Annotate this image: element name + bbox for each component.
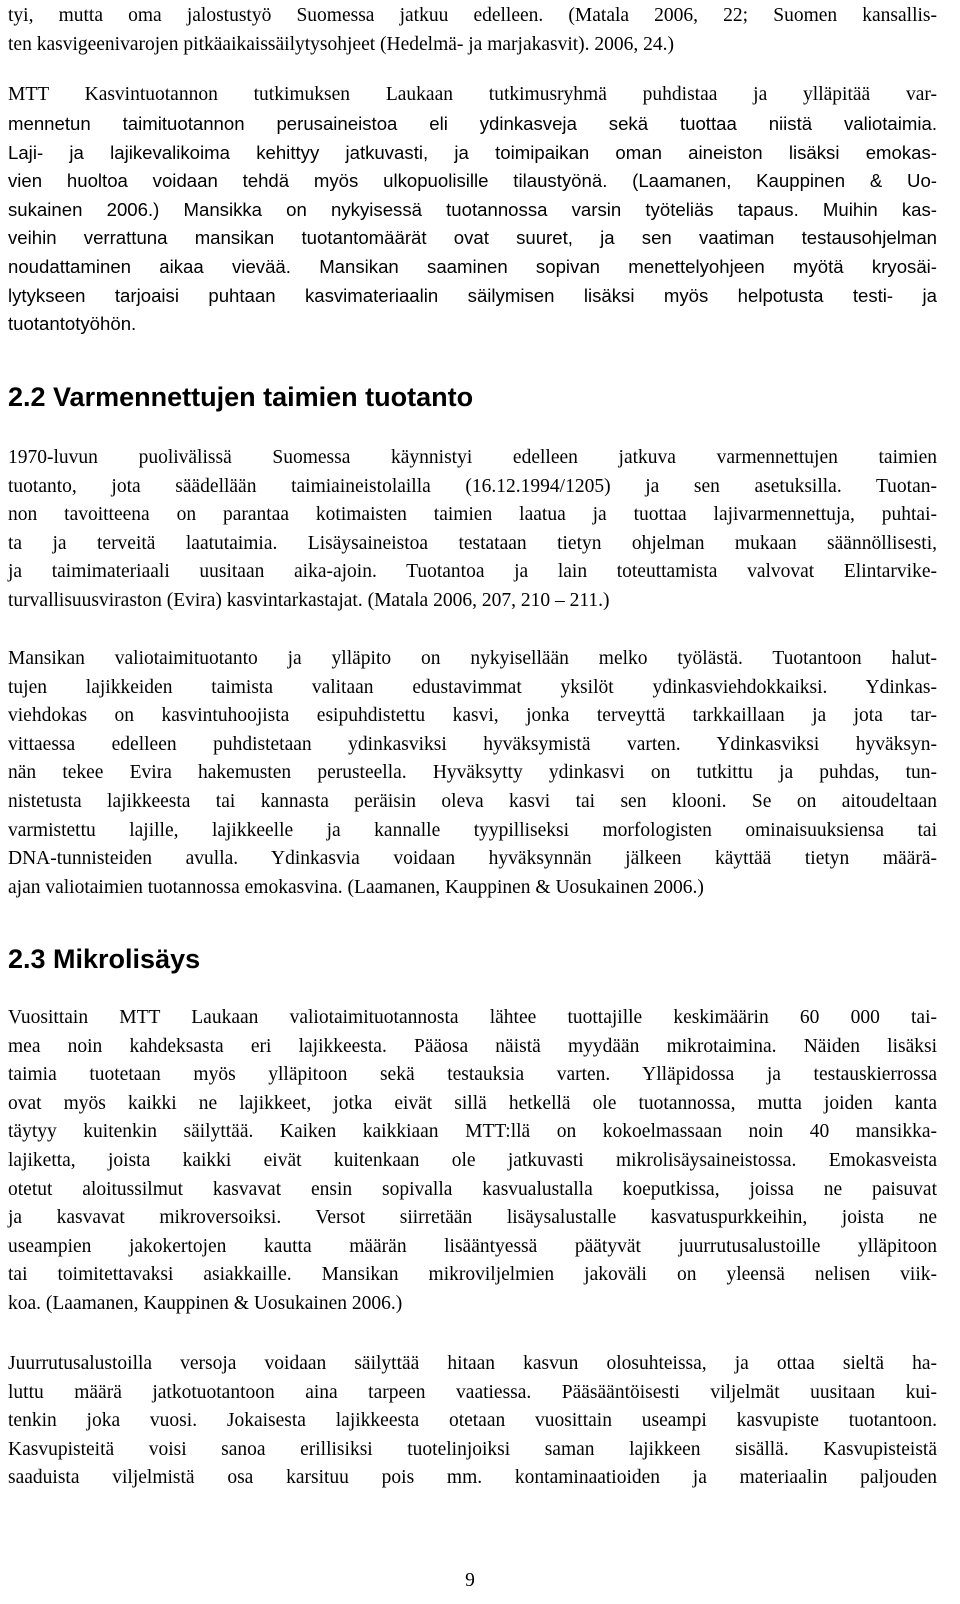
text-line: Vuosittain MTT Laukaan valiotaimituotannosta lähtee tuottajille keskimäärin 60 000 tai- [8,1007,937,1028]
text-line: ja kasvavat mikroversoiksi. Versot siirretään lisäysalustalle kasvatuspurkkeihin, joista ne [8,1207,937,1229]
text-line: noudattaminen aikaa vievää. Mansikan saaminen sopivan menettelyohjeen myötä kryosäi- [8,255,937,277]
text-line: tyi, mutta oma jalostustyö Suomessa jatkuu edelleen. (Matala 2006, 22; Suomen kansallis- [8,5,937,26]
text-line: ten kasvigeenivarojen pitkäaikaissäilytysohjeet (Hedelmä- ja marjakasvit). 2006, 24.) [8,33,675,55]
text-line: tuotanto, jota säädellään taimiaineistolailla (16.12.1994/1205) ja sen asetuksilla. Tuotan- [8,475,937,497]
paragraph-varmennettu-tuotanto [8,444,937,616]
page-number: 9 [465,1570,475,1591]
paragraph-mikrolisays [8,1004,937,1319]
text-line: ajan valiotaimien tuotannossa emokasvina. (Laamanen, Kauppinen & Uosukainen 2006.) [8,876,704,898]
text-line: viehdokas on kasvintuhoojista esipuhdistettu kasvi, jonka terveyttä tarkkaillaan ja jota tar- [8,705,937,727]
text-line: otetut aloitussilmut kasvavat ensin sopivalla kasvualustalla koeputkissa, joissa ne paisuvat [8,1178,937,1200]
text-line: non tavoitteena on parantaa kotimaisten taimien laatua ja tuottaa lajivarmennettuja, puhtai- [8,504,937,526]
text-line: nistetusta lajikkeesta tai kannasta peräisin oleva kasvi tai sen klooni. Se on aitoudeltaan [8,790,937,812]
text-line: tujen lajikkeiden taimista valitaan edustavimmat yksilöt ydinkasviehdokkaiksi. Ydinkas- [8,676,937,698]
text-line: luttu määrä jatkotuotantoon aina tarpeen vaatiessa. Pääsääntöisesti viljelmät uusitaan kui- [8,1381,937,1403]
text-line: sukainen 2006.) Mansikka on nykyisessä tuotannossa varsin työteliäs tapaus. Muihin kas- [8,198,937,220]
text-line: nän tekee Evira hakemusten perusteella. Hyväksytty ydinkasvi on tutkittu ja puhdas, tun- [8,762,937,784]
text-line: tai toimitettavaksi asiakkaille. Mansikan mikroviljelmien jakoväli on yleensä nelisen viik- [8,1264,937,1286]
text-line: Laji- ja lajikevalikoima kehittyy jatkuvasti, ja toimipaikan oman aineiston lisäksi emokas- [8,141,937,163]
text-line: tuotantotyöhön. [8,313,137,335]
section-heading-2-2: 2.2 Varmennettujen taimien tuotanto [8,382,474,412]
text-line: varmistettu lajille, lajikkeelle ja kannalle tyypilliseksi morfologisten ominaisuuksiensa tai [8,819,937,841]
text-line: 1970-luvun puolivälissä Suomessa käynnistyi edelleen jatkuva varmennettujen taimien [8,447,937,468]
text-line: turvallisuusviraston (Evira) kasvintarkastajat. (Matala 2006, 207, 210 – 211.) [8,589,610,611]
text-line: vien huoltoa voidaan tehdä myös ulkopuolisille tilaustyönä. (Laamanen, Kauppinen & Uo- [8,170,937,192]
text-line: lytykseen tarjoaisi puhtaan kasvimateriaalin säilymisen lisäksi myös helpotusta testi- ja [8,284,937,306]
text-line: MTT Kasvintuotannon tutkimuksen Laukaan tutkimusryhmä puhdistaa ja ylläpitää var- [8,84,937,105]
text-line: ta ja terveitä laatutaimia. Lisäysaineistoa testataan tietyn ohjelman mukaan säännöllisesti, [8,532,937,554]
text-line: tenkin joka vuosi. Jokaisesta lajikkeesta otetaan vuosittain useampi kasvupiste tuotantoon. [8,1410,937,1432]
paragraph-mtt-laukaa [8,81,937,110]
text-line: DNA-tunnisteiden avulla. Ydinkasvia voidaan hyväksynnän jälkeen käyttää tietyn määrä- [8,848,937,870]
text-line: ovat myös kaikki ne lajikkeet, jotka eivät sillä hetkellä ole tuotannossa, mutta joiden kanta [8,1092,937,1114]
text-line: useampien jakokertojen kautta määrän lisääntyessä päätyvät juurrutusalustoille ylläpitoon [8,1235,937,1257]
paragraph-intro-continuation [8,2,937,59]
text-line: ja taimimateriaali uusitaan aika-ajoin. Tuotantoa ja lain toteuttamista valvovat Elintarvike- [8,561,937,583]
paragraph-juurrutusalustat [8,1350,937,1493]
text-line: koa. (Laamanen, Kauppinen & Uosukainen 2006.) [8,1292,403,1314]
text-line: Juurrutusalustoilla versoja voidaan säilyttää hitaan kasvun olosuhteissa, ja ottaa sieltä ha- [8,1353,937,1374]
text-line: lajiketta, joista kaikki eivät kuitenkaan ole jatkuvasti mikrolisäysaineistossa. Emokasveista [8,1149,937,1171]
text-line: Mansikan valiotaimituotanto ja ylläpito on nykyisellään melko työlästä. Tuotantoon halut- [8,648,937,669]
text-line: mea noin kahdeksasta eri lajikkeesta. Pääosa näistä myydään mikrotaimina. Näiden lisäksi [8,1035,937,1057]
text-line: täytyy kuitenkin säilyttää. Kaiken kaikkiaan MTT:llä on kokoelmassaan noin 40 mansikka- [8,1121,937,1143]
paragraph-valiotaimituotanto [8,645,937,902]
text-line: taimia tuotetaan myös ylläpitoon sekä testauksia varten. Ylläpidossa ja testauskierrossa [8,1064,937,1086]
text-line: saaduista viljelmistä osa karsituu pois mm. kontaminaatioiden ja materiaalin paljouden [8,1467,937,1489]
text-line: mennetun taimituotannon perusaineistoa eli ydinkasveja sekä tuottaa niistä valiotaimia. [8,113,937,134]
text-line: veihin verrattuna mansikan tuotantomäärät ovat suuret, ja sen vaatiman testausohjelman [8,227,937,249]
paragraph-mtt-laukaa-sans [8,110,937,339]
section-heading-2-3: 2.3 Mikrolisäys [8,944,201,974]
text-line: vittaessa edelleen puhdistetaan ydinkasviksi hyväksymistä varten. Ydinkasviksi hyväksyn- [8,733,937,755]
text-line: Kasvupisteitä voisi sanoa erillisiksi tuotelinjoiksi saman lajikkeen sisällä. Kasvupisteistä [8,1438,937,1460]
